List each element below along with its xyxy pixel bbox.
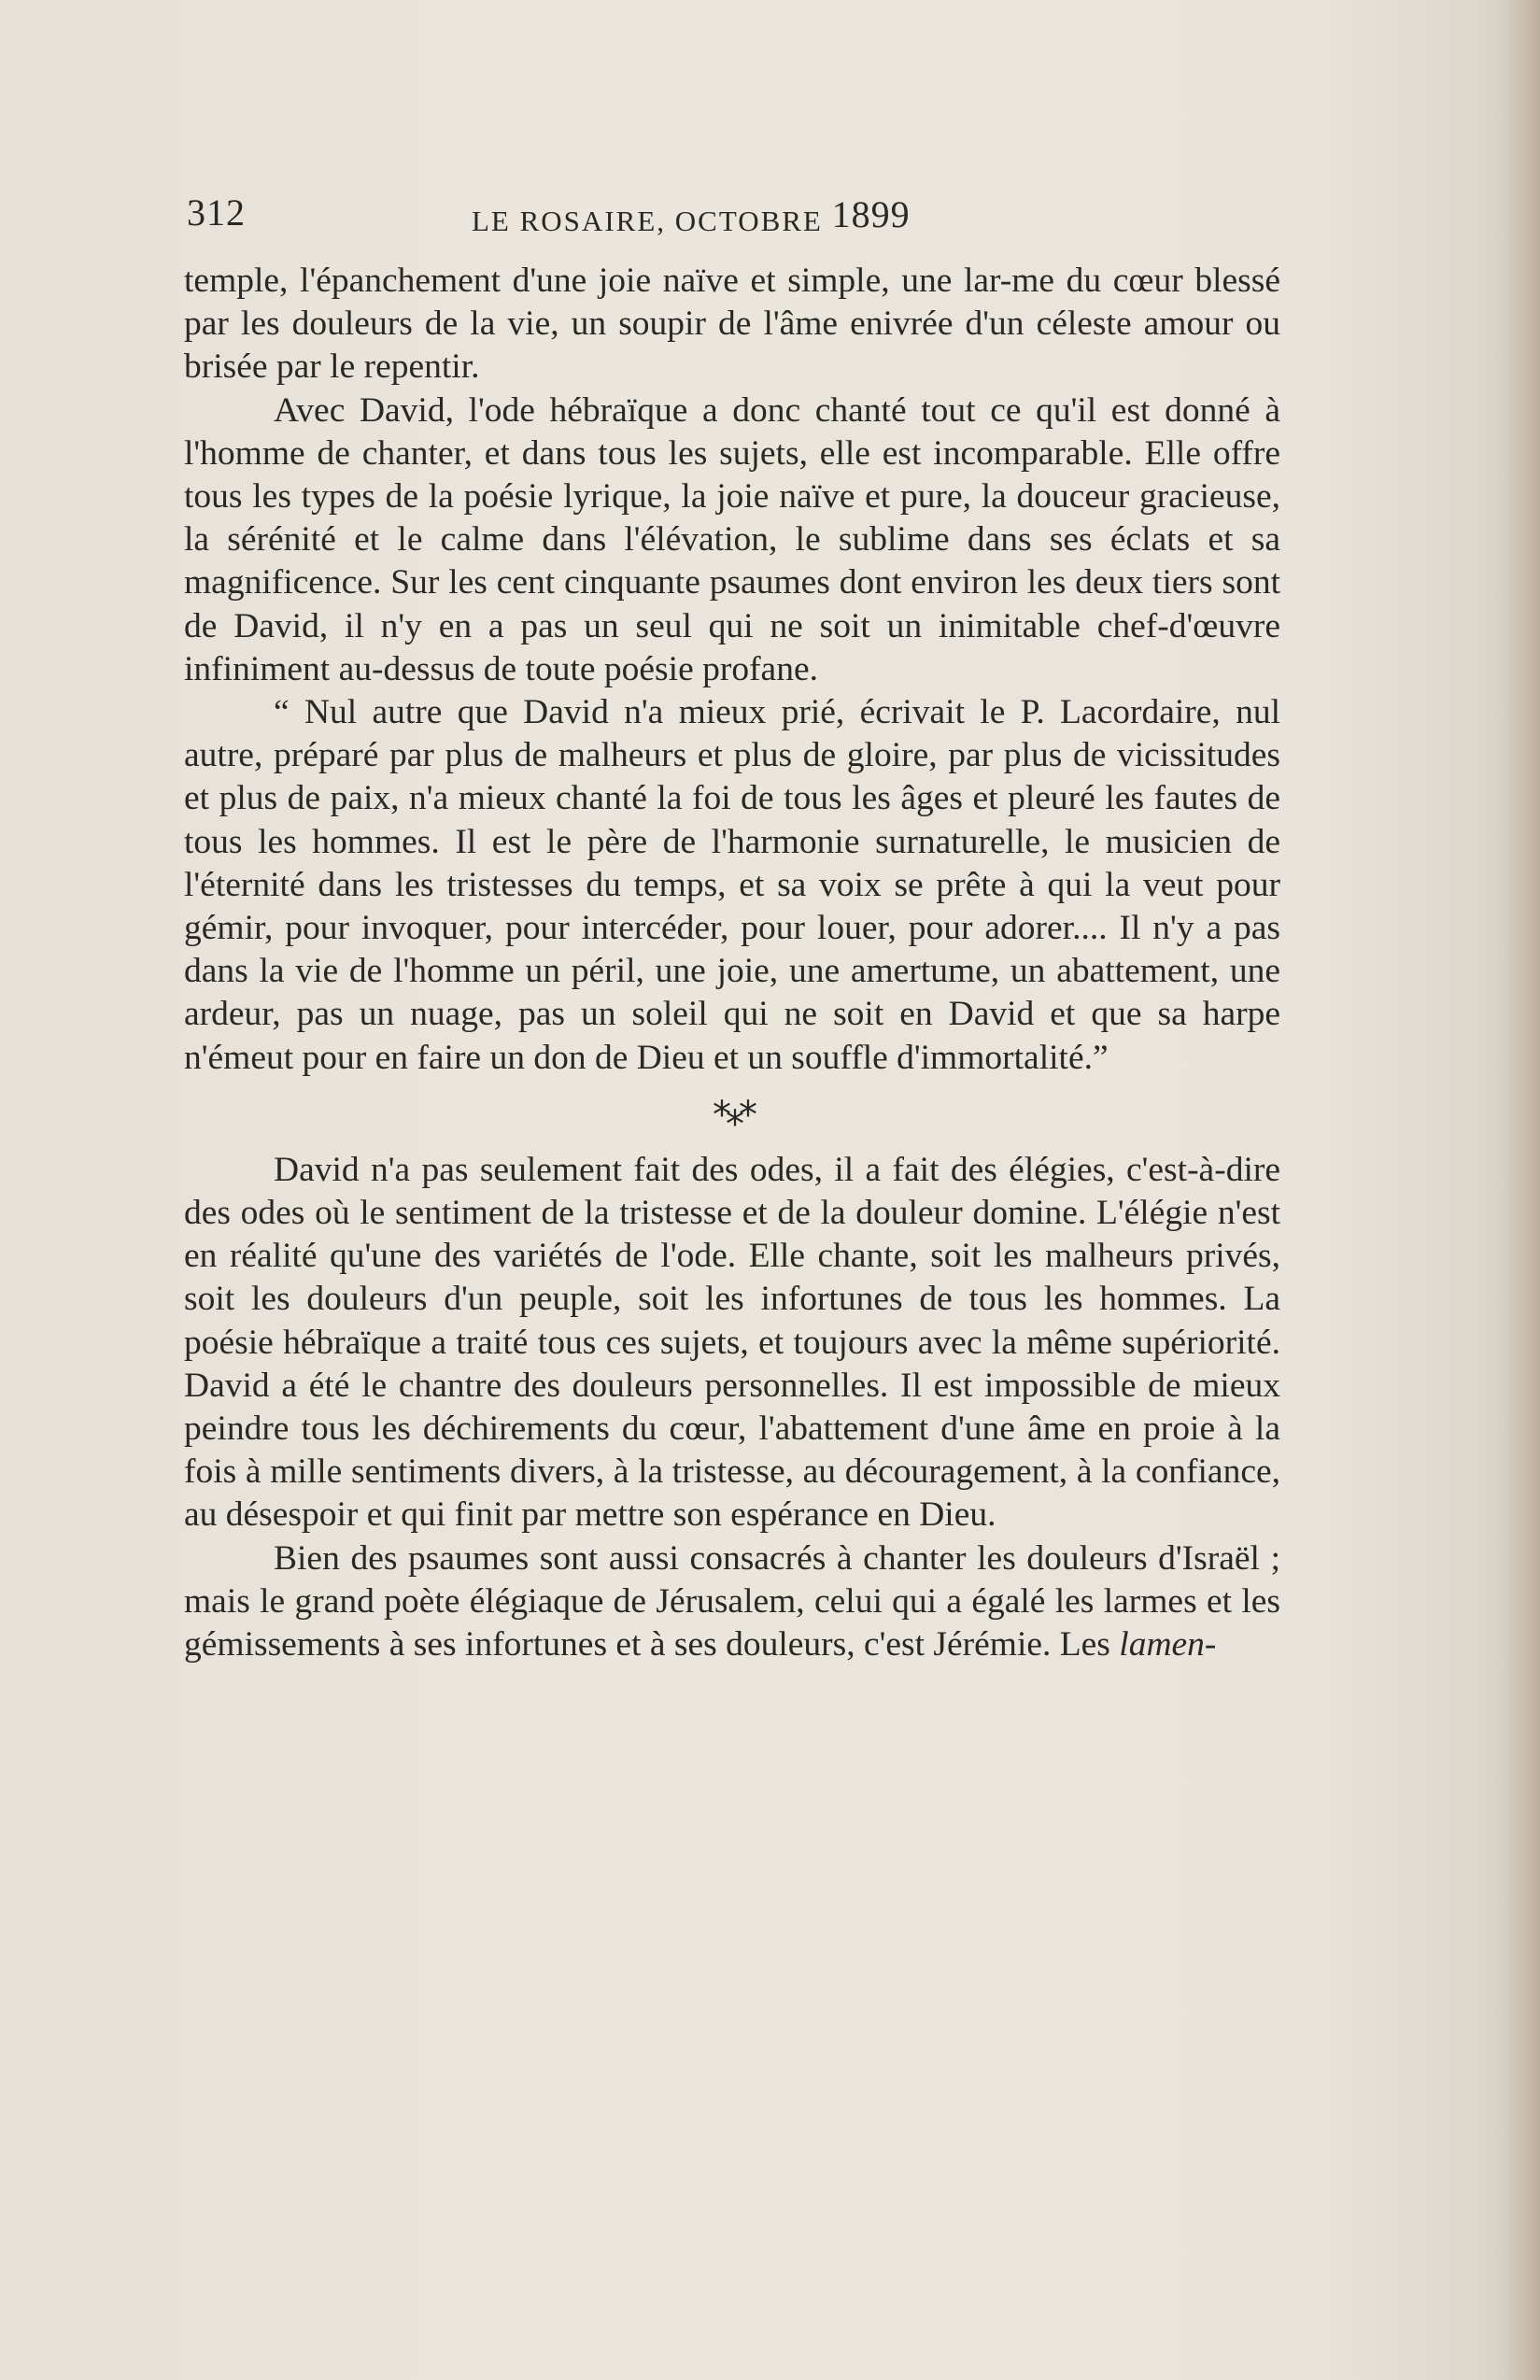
asterism-star-right: *: [739, 1093, 752, 1137]
paragraph-5-text: Bien des psaumes sont aussi consacrés à chanter les douleurs d'Israël ; mais le grand poète élégiaque de Jérusalem, celui qui a égalé les larmes et les gémissements à ses infortunes et à ses douleurs, c'est Jérémie. Les: [184, 1538, 1280, 1665]
page-header: [187, 183, 1278, 243]
running-title-text: LE ROSAIRE, OCTOBRE: [472, 205, 823, 237]
paragraph-4: David n'a pas seulement fait des odes, il a fait des élégies, c'est-à-dire des odes où le sentiment de la tristesse et de la douleur domine. L'élégie n'est en réalité qu'une des variétés de l'ode. Elle chante, soit les malheurs privés, soit les douleurs d'un peuple, soit les infortunes de tous les hommes. La poésie hébraïque a traité tous ces sujets, et toujours avec la même supériorité. David a été le chantre des douleurs personnelles. Il est impossible de mieux peindre tous les déchirements du cœur, l'abattement d'une âme en proie à la fois à mille sentiments divers, à la tristesse, au découragement, à la confiance, au désespoir et qui finit par mettre son espérance en Dieu.: [184, 1150, 1280, 1535]
asterism-star-middle: *: [726, 1102, 739, 1146]
asterism-star-left: *: [713, 1093, 726, 1137]
paragraph-5: [184, 1537, 1280, 1667]
paragraph-2: Avec David, l'ode hébraïque a donc chanté tout ce qu'il est donné à l'homme de chanter, et dans tous les sujets, elle est incomparable. Elle offre tous les types de la poésie lyrique, la joie naïve et pure, la douceur gracieuse, la sérénité et le calme dans l'élévation, le sublime dans ses éclats et sa magnificence. Sur les cent cinquante psaumes dont environ les deux tiers sont de David, il n'y en a pas un seul qui ne soit un inimitable chef-d'œuvre infiniment au-dessus de toute poésie profane.: [184, 390, 1280, 688]
running-title: [472, 193, 911, 240]
body-text: [184, 260, 1280, 1666]
section-break-asterism: [184, 1093, 1280, 1146]
running-title-year: 1899: [831, 193, 911, 235]
page-number: 312: [187, 191, 246, 234]
paragraph-5-italic-word: lamen-: [1119, 1625, 1217, 1665]
paragraph-1: temple, l'épanchement d'une joie naïve et simple, une lar-me du cœur blessé par les douleurs de la vie, un soupir de l'âme enivrée d'un céleste amour ou brisée par le repentir.: [184, 262, 1280, 387]
page-edge-shadow: [1501, 0, 1540, 2380]
paragraph-3-quotation: “ Nul autre que David n'a mieux prié, écrivait le P. Lacordaire, nul autre, préparé par plus de malheurs et plus de gloire, par plus de vicissitudes et plus de paix, n'a mieux chanté la foi de tous les âges et pleuré les fautes de tous les hommes. Il est le père de l'harmonie surnaturelle, le musicien de l'éternité dans les tristesses du temps, et sa voix se prête à qui la veut pour gémir, pour invoquer, pour intercéder, pour louer, pour adorer.... Il n'y a pas dans la vie de l'homme un péril, une joie, une amertume, un abattement, une ardeur, pas un nuage, pas un soleil qui ne soit en David et que sa harpe n'émeut pour en faire un don de Dieu et un souffle d'immortalité.”: [184, 693, 1280, 1077]
